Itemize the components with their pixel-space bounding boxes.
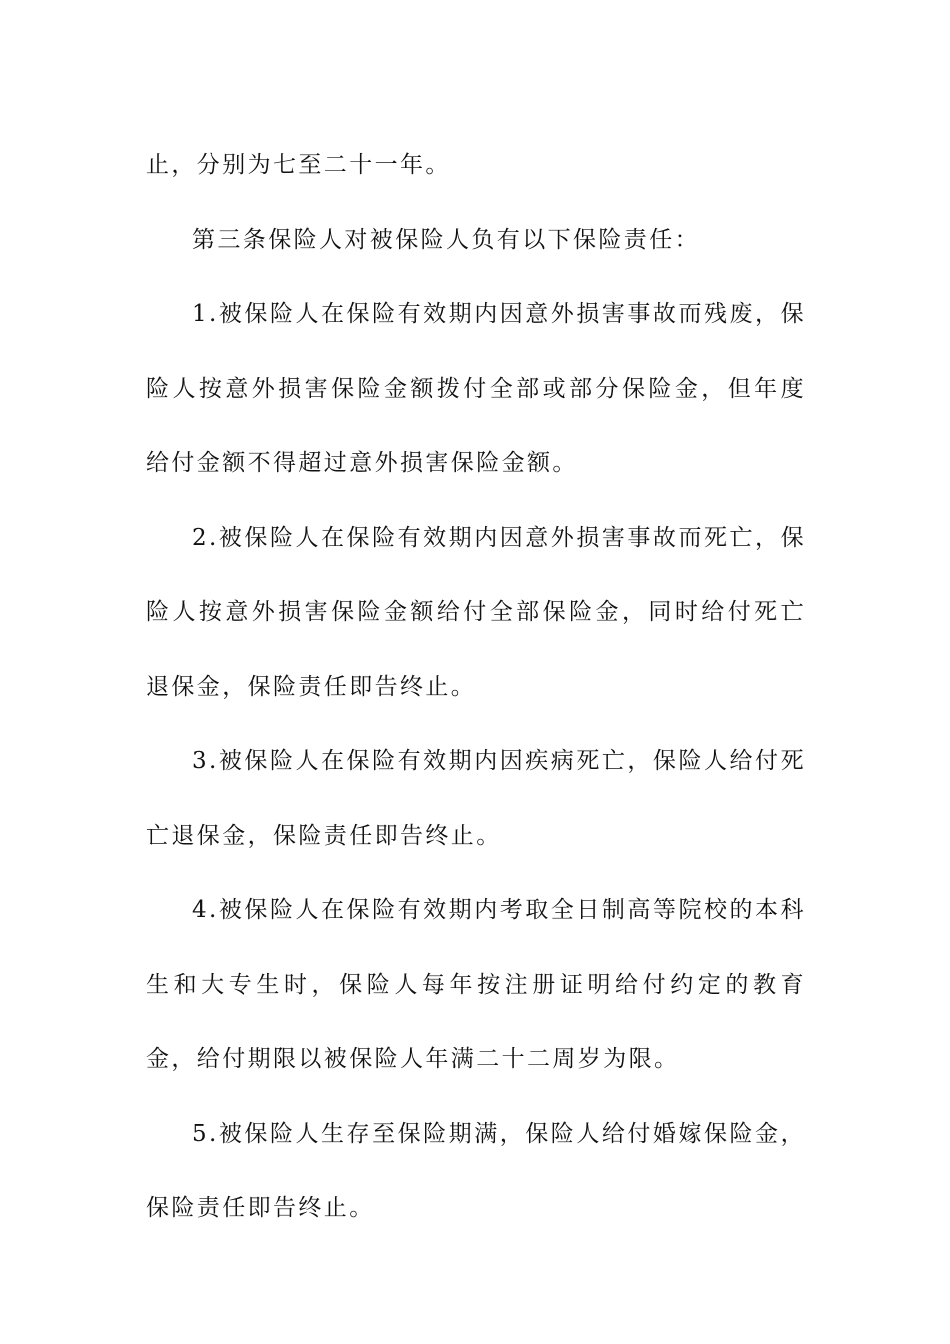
paragraph-article-3-heading: 第三条保险人对被保险人负有以下保险责任： (192, 226, 700, 253)
paragraph-clause-1: 1.被保险人在保险有效期内因意外损害事故而残废，保险人按意外损害保险金额拨付全部或部分保险金，但年度给付金额不得超过意外损害保险金额。 (146, 301, 806, 476)
paragraph-continuation: 止，分别为七至二十一年。 (146, 152, 451, 178)
document-body (146, 128, 806, 1246)
paragraph-clause-2: 2.被保险人在保险有效期内因意外损害事故而死亡，保险人按意外损害保险金额给付全部保险金，同时给付死亡退保金，保险责任即告终止。 (146, 524, 806, 700)
paragraph-clause-4: 4.被保险人在保险有效期内考取全日制高等院校的本科生和大专生时，保险人每年按注册证明给付约定的教育金，给付期限以被保险人年满二十二周岁为限。 (146, 897, 806, 1072)
paragraph-clause-3: 3.被保险人在保险有效期内因疾病死亡，保险人给付死亡退保金，保险责任即告终止。 (146, 748, 806, 849)
paragraph-clause-5: 5.被保险人生存至保险期满，保险人给付婚嫁保险金，保险责任即告终止。 (146, 1120, 806, 1221)
